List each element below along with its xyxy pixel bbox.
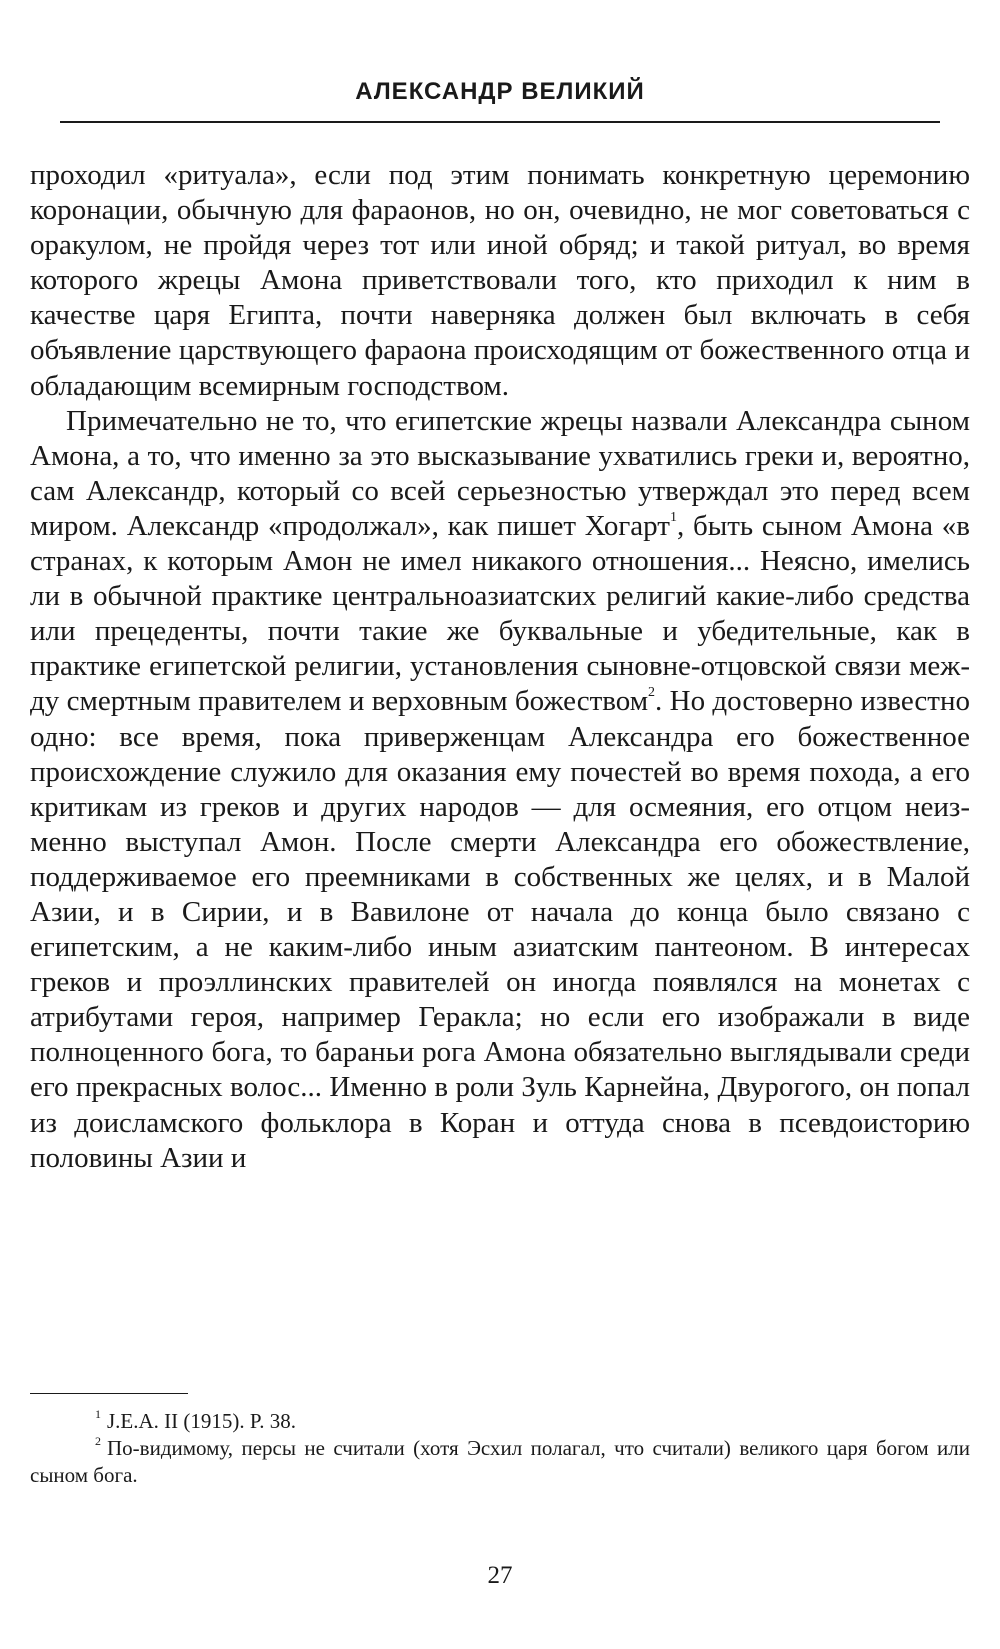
paragraph-2-part-1: Примечательно не то, что египетские жрецы назвали Александра сыном Амона, а то, что именно за это высказывание ухватились греки и, вероятно, сам Александр, который со всей серьезностью утверждал это перед всем миром. Александр «продолжал», как пишет Хогарт <box>30 404 970 542</box>
footnote-text: По-видимому, персы не считали (хотя Эсхил полагал, что считали) великого царя богом или сыном бога. <box>30 1436 970 1487</box>
paragraph-2-part-2: , быть сыном Амона «в странах, к которым Амон не имел никакого отношения... Неясно, имелись ли в обычной практике центральноазиатских религий какие-либо средства или прецеденты, почти такие же буквальные и убедительные, как в практике египетской религии, установления сыновне-отцовской связи между смертным правителем и верховным божеством <box>30 509 970 718</box>
footnote-text: J.E.A. II (1915). P. 38. <box>107 1409 296 1433</box>
footnote-ref-2[interactable]: 2 <box>648 685 656 701</box>
footnote-number: 2 <box>95 1434 101 1448</box>
footnote-ref-1[interactable]: 1 <box>669 509 677 525</box>
footnote-number: 1 <box>95 1407 101 1421</box>
page-number: 27 <box>487 1562 513 1589</box>
running-head: АЛЕКСАНДР ВЕЛИКИЙ <box>355 78 645 105</box>
footnote-1 <box>30 1408 970 1435</box>
paragraph-2 <box>30 404 970 1176</box>
footnote-rule <box>30 1393 188 1394</box>
paragraph-2-part-3: . Но достоверно известно одно: все время, пока приверженцам Александра его божественное происхождение служило для оказания ему почестей во время похода, а его критикам из греков и других народов — для осмеяния, его отцом неизменно выступал Амон. После смерти Александра его обожествление, поддерживаемое его преемниками в собственных же целях, и в Малой Азии, и в Сирии, и в Вавилоне от начала до конца было связано с египетским, а не каким-либо иным азиатским пантеоном. В интересах греков и проэллинских правителей он иногда появлялся на монетах с атрибутами героя, например Геракла; но если его изображали в виде полноценного бога, то бараньи рога Амона обязательно выглядывали среди его прекрасных волос... Именно в роли Зуль Карнейна, Двурогого, он попал из доисламского фольклора в Коран и оттуда снова в псевдоисторию половины Азии и <box>30 685 970 1174</box>
footnote-2 <box>30 1435 970 1489</box>
footnotes <box>30 1408 970 1489</box>
main-text <box>30 158 970 1176</box>
paragraph-1: проходил «ритуала», если под этим понимать конкретную церемонию коронации, обычную для фараонов, но он, очевидно, не мог советоваться с оракулом, не пройдя через тот или иной обряд; и такой ритуал, во время которого жрецы Амона приветствовали того, кто приходил к ним в качестве царя Египта, почти наверняка должен был включать в себя объявление царствующего фараона происходящим от божественного отца и обладающим всемирным господством. <box>30 159 970 402</box>
header-rule <box>60 121 940 123</box>
